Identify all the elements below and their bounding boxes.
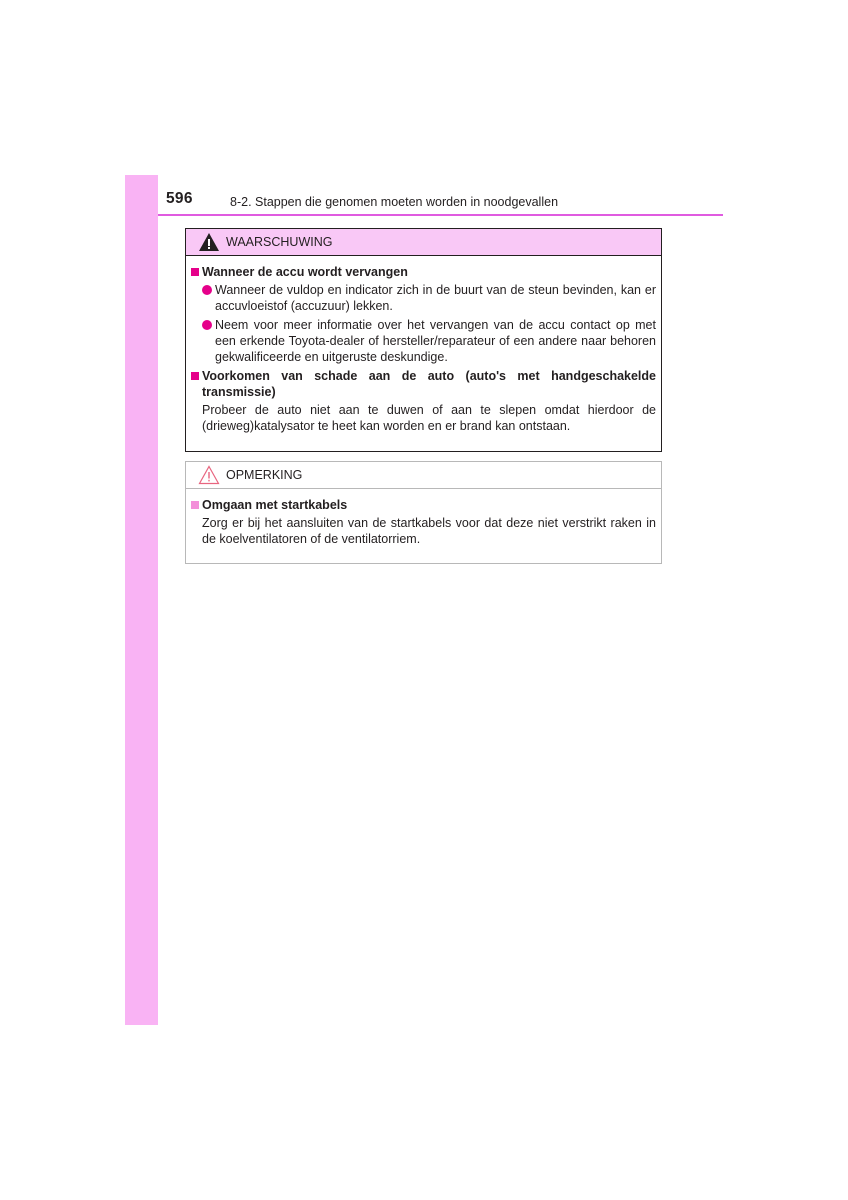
warning-paragraph: Probeer de auto niet aan te duwen of aan te slepen omdat hierdoor de (drieweg)katalysator te heet kan worden en er brand kan ontstaan. bbox=[202, 403, 656, 433]
warning-section-heading: Voorkomen van schade aan de auto (auto's met handgeschakelde transmissie) bbox=[191, 368, 656, 400]
warning-title: WAARSCHUWING bbox=[226, 235, 333, 249]
notice-title: OPMERKING bbox=[226, 468, 303, 482]
list-item: Wanneer de vuldop en indicator zich in de buurt van de steun bevinden, kan er accuvloeistof (accuzuur) lekken. bbox=[191, 282, 656, 314]
notice-section-heading: Omgaan met startkabels bbox=[191, 497, 656, 513]
square-bullet-icon bbox=[191, 372, 199, 380]
warning-body bbox=[186, 256, 661, 434]
header-rule bbox=[158, 214, 723, 216]
notice-header bbox=[186, 462, 661, 489]
warning-triangle-icon bbox=[198, 232, 220, 252]
notice-box bbox=[185, 461, 662, 564]
warning-box bbox=[185, 228, 662, 452]
circle-bullet-icon bbox=[202, 320, 212, 330]
notice-triangle-icon bbox=[198, 465, 220, 485]
circle-bullet-icon bbox=[202, 285, 212, 295]
notice-paragraph: Zorg er bij het aansluiten van de startkabels voor dat deze niet verstrikt raken in de koelventilatoren of de ventilatorriem. bbox=[202, 516, 656, 546]
warning-header bbox=[186, 229, 661, 256]
square-bullet-icon bbox=[191, 268, 199, 276]
section-title: 8-2. Stappen die genomen moeten worden in noodgevallen bbox=[230, 195, 559, 209]
warning-section-heading: Wanneer de accu wordt vervangen bbox=[191, 264, 656, 280]
notice-body bbox=[186, 489, 661, 547]
square-bullet-icon bbox=[191, 501, 199, 509]
side-tab-bar bbox=[125, 175, 158, 1025]
page-number: 596 bbox=[166, 190, 193, 207]
list-item: Neem voor meer informatie over het vervangen van de accu contact op met een erkende Toyota-dealer of hersteller/reparateur of een andere naar behoren gekwalificeerde en uitgeruste deskundige. bbox=[191, 317, 656, 365]
